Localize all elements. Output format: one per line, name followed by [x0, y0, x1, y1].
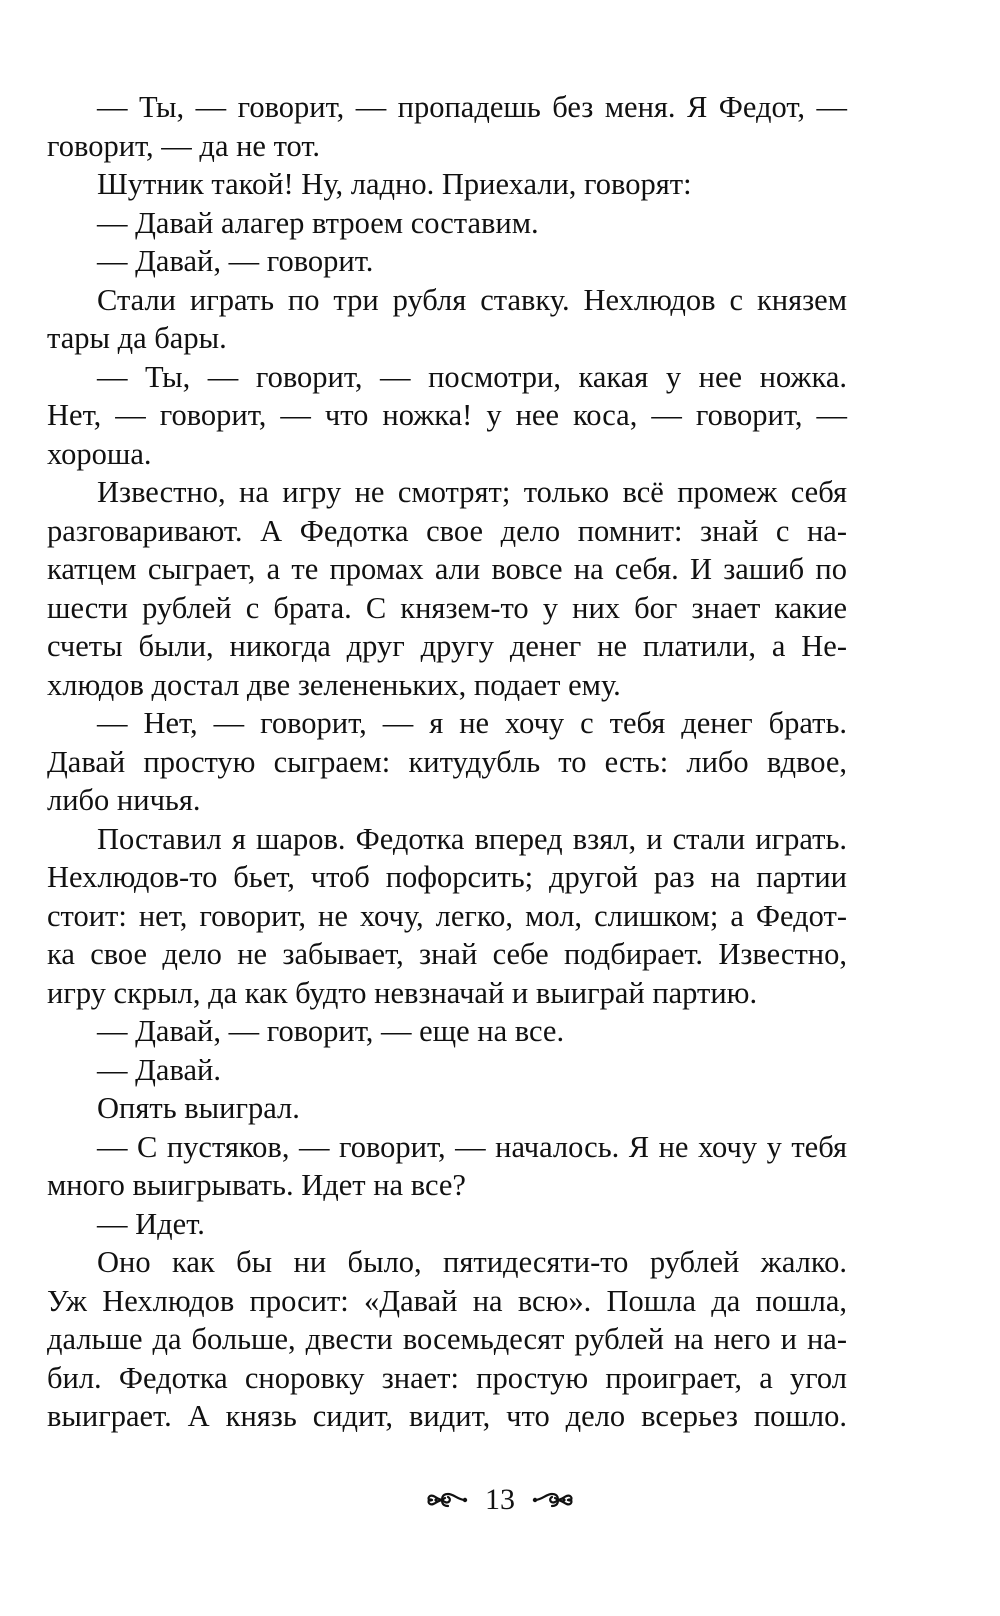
text-line: Опять выиграл.	[97, 1091, 300, 1125]
text-line: стоит: нет, говорит, не хочу, легко, мол, слишком; а Федот-	[47, 898, 847, 933]
text-line: хлюдов достал две зелененьких, подает ему.	[47, 667, 621, 702]
text-line: бил. Федотка сноровку знает: простую проиграет, а угол	[47, 1360, 847, 1395]
text-line: шести рублей с брата. С князем-то у них бог знает какие	[47, 590, 847, 625]
text-line: много выигрывать. Идет на все?	[47, 1168, 466, 1202]
text-line: Шутник такой! Ну, ладно. Приехали, говорят:	[97, 167, 692, 201]
text-line: игру скрыл, да как будто невзначай и выиграй партию.	[47, 975, 758, 1010]
text-line: — Нет, — говорит, — я не хочу с тебя денег брать.	[97, 706, 847, 740]
text-line: выиграет. А князь сидит, видит, что дело всерьез пошло.	[47, 1399, 847, 1433]
text-line: говорит, — да не тот.	[47, 128, 321, 163]
text-line: — С пустяков, — говорит, — началось. Я не хочу у тебя	[97, 1129, 847, 1164]
text-line: тары да бары.	[47, 321, 227, 355]
page-number: 13	[485, 1483, 515, 1516]
text-line: Давай простую сыграем: китудубль то есть: либо вдвое,	[47, 744, 847, 779]
text-line: Оно как бы ни было, пятидесяти-то рублей жалко.	[97, 1245, 847, 1279]
page-footer	[0, 1478, 1000, 1522]
text-line: Нехлюдов-то бьет, чтоб пофорсить; другой раз на партии	[47, 860, 847, 894]
text-line: — Давай, — говорит, — еще на все.	[97, 1014, 565, 1048]
text-line: Уж Нехлюдов просит: «Давай на всю». Пошла да пошла,	[47, 1283, 847, 1318]
text-line: счеты были, никогда друг другу денег не платили, а Не-	[47, 629, 847, 663]
text-line: — Ты, — говорит, — посмотри, какая у нее ножка.	[97, 359, 847, 394]
text-line: катцем сыграет, а те промах али вовсе на себя. И зашиб по	[47, 552, 847, 586]
text-line: — Ты, — говорит, — пропадешь без меня. Я Федот, —	[97, 90, 847, 124]
text-line: либо ничья.	[47, 783, 201, 817]
text-line: дальше да больше, двести восемьдесят рублей на него и на-	[47, 1322, 847, 1356]
floral-ornament-left-icon	[425, 1487, 469, 1513]
text-line: Стали играть по три рубля ставку. Нехлюдов с князем	[97, 282, 847, 317]
text-line: разговаривают. А Федотка свое дело помнит: знай с на-	[47, 513, 847, 548]
text-line: — Давай алагер втроем составим.	[97, 205, 539, 240]
text-line: — Давай, — говорит.	[97, 244, 374, 278]
text-line: ка свое дело не забывает, знай себе подбирает. Известно,	[47, 937, 847, 971]
text-line: хороша.	[47, 436, 152, 471]
floral-ornament-right-icon	[531, 1487, 575, 1513]
text-line: — Давай.	[97, 1052, 221, 1087]
text-line: Нет, — говорит, — что ножка! у нее коса, — говорит, —	[47, 398, 847, 432]
text-line: — Идет.	[97, 1206, 205, 1241]
text-line: Известно, на игру не смотрят; только всё промеж себя	[97, 475, 847, 509]
text-line: Поставил я шаров. Федотка вперед взял, и стали играть.	[97, 821, 847, 856]
